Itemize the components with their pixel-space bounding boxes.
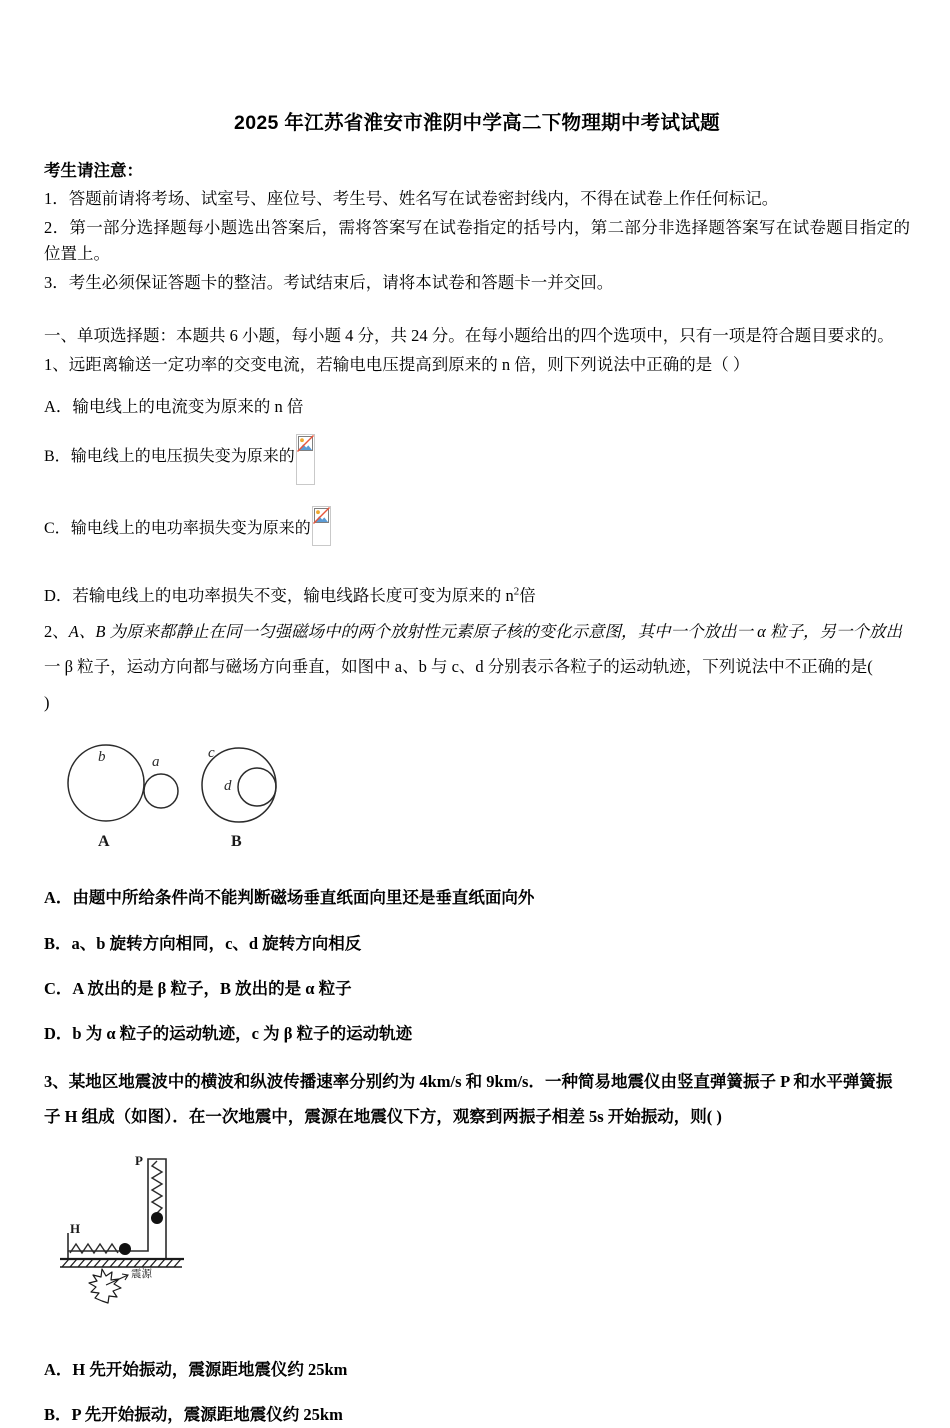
option-label: D． bbox=[44, 1024, 73, 1044]
circle-label-a: a bbox=[152, 754, 160, 771]
question-1-option-d[interactable] bbox=[44, 583, 910, 609]
notice-line-3: 3．考生必须保证答题卡的整洁。考试结束后，请将本试卷和答题卡一并交回。 bbox=[44, 273, 614, 293]
question-3-stem-line-2: 子 H 组成（如图）．在一次地震中，震源在地震仪下方，观察到两振子相差 5s 开始振动，则( ) bbox=[44, 1107, 722, 1127]
seismic-source-icon bbox=[89, 1269, 128, 1303]
option-text: 输电线上的电流变为原来的 n 倍 bbox=[72, 396, 304, 416]
question-3-number: 3、 bbox=[44, 1071, 69, 1091]
question-2-option-a[interactable] bbox=[44, 885, 910, 911]
option-label: C． bbox=[44, 978, 73, 998]
question-2-stem-line-2: 一 β 粒子，运动方向都与磁场方向垂直，如图中 a、b 与 c、d 分别表示各粒子的运动轨迹，下列说法中不正确的是( bbox=[44, 657, 873, 677]
option-text: P 先开始振动，震源距地震仪约 25km bbox=[71, 1405, 343, 1425]
question-3-stem-line-1: 某地区地震波中的横波和纵波传播速率分别约为 4km/s 和 9km/s．一种简易地震仪由竖直弹簧振子 P 和水平弹簧振 bbox=[68, 1071, 893, 1091]
page-title: 2025 年江苏省淮安市淮阴中学高二下物理期中考试试题 bbox=[234, 112, 720, 134]
question-1-option-b[interactable] bbox=[44, 434, 910, 492]
option-text-suffix: 倍 bbox=[519, 586, 536, 606]
question-2-stem-line-2-row bbox=[44, 649, 910, 684]
question-3-stem bbox=[44, 1064, 910, 1099]
question-2-number: 2、 bbox=[44, 621, 69, 641]
question-2-stem-line-3-row bbox=[44, 685, 910, 720]
question-2-stem-line-1: A、B 为原来都静止在同一匀强磁场中的两个放射性元素原子核的变化示意图，其中一个放出一 α 粒子，另一个放出 bbox=[68, 621, 902, 641]
oscillator-label-H: H bbox=[70, 1220, 81, 1236]
option-label: D． bbox=[44, 586, 73, 606]
broken-image-icon bbox=[296, 434, 315, 485]
group-label-B: B bbox=[231, 833, 242, 851]
circle-label-b: b bbox=[98, 749, 106, 766]
circle-label-d: d bbox=[224, 778, 232, 795]
notice-line-2: 2．第一部分选择题每小题选出答案后，需将答案写在试卷指定的括号内，第二部分非选择题答案写在试卷题目指定的位置上。 bbox=[44, 217, 910, 264]
option-label: C． bbox=[44, 520, 71, 538]
option-text: A 放出的是 β 粒子，B 放出的是 α 粒子 bbox=[72, 978, 352, 998]
notice-heading: 考生请注意： bbox=[44, 161, 143, 181]
option-label: B． bbox=[44, 1405, 72, 1425]
notice-line-1: 1．答题前请将考场、试室号、座位号、考生号、姓名写在试卷密封线内，不得在试卷上作任何标记。 bbox=[44, 188, 779, 208]
question-1-stem bbox=[44, 352, 910, 379]
question-1-option-c[interactable] bbox=[44, 506, 910, 564]
oscillator-label-P: P bbox=[135, 1152, 143, 1168]
option-text: 由题中所给条件尚不能判断磁场垂直纸面向里还是垂直纸面向外 bbox=[72, 888, 535, 908]
option-label: B． bbox=[44, 448, 71, 466]
question-3-stem-line-2-row bbox=[44, 1099, 910, 1134]
broken-image-icon bbox=[312, 506, 331, 546]
option-text: a、b 旋转方向相同，c、d 旋转方向相反 bbox=[71, 933, 362, 953]
option-label: A． bbox=[44, 1359, 73, 1379]
question-1-stem-text: 远距离输送一定功率的交变电流，若输电电压提高到原来的 n 倍，则下列说法中正确的是（ ） bbox=[68, 355, 750, 375]
question-2-option-d[interactable] bbox=[44, 1021, 910, 1047]
option-exponent: 2 bbox=[513, 585, 520, 598]
option-text: 输电线上的电功率损失变为原来的 bbox=[70, 520, 311, 538]
question-2-stem bbox=[44, 614, 910, 649]
option-text: H 先开始振动，震源距地震仪约 25km bbox=[72, 1359, 348, 1379]
page-content bbox=[44, 0, 910, 1428]
alpha-beta-track-diagram bbox=[56, 736, 910, 859]
question-1-option-a[interactable] bbox=[44, 394, 910, 420]
option-text: 输电线上的电压损失变为原来的 bbox=[70, 448, 295, 466]
section-heading-single-choice: 一、单项选择题：本题共 6 小题，每小题 4 分，共 24 分。在每小题给出的四个选项中，只有一项是符合题目要求的。 bbox=[44, 325, 894, 345]
simple-seismograph-diagram bbox=[56, 1152, 910, 1335]
question-3-option-b[interactable] bbox=[44, 1402, 910, 1428]
question-2-option-b[interactable] bbox=[44, 931, 910, 957]
option-label: A． bbox=[44, 396, 73, 416]
question-3-option-a[interactable] bbox=[44, 1357, 910, 1383]
option-text: b 为 α 粒子的运动轨迹，c 为 β 粒子的运动轨迹 bbox=[72, 1024, 413, 1044]
group-label-A: A bbox=[98, 833, 110, 851]
option-label: A． bbox=[44, 888, 73, 908]
option-text: 若输电线上的电功率损失不变，输电线路长度可变为原来的 n bbox=[72, 586, 514, 606]
question-1-number: 1、 bbox=[44, 355, 69, 375]
seismic-source-label: 震源 bbox=[131, 1267, 152, 1280]
question-2-stem-line-3: ) bbox=[44, 692, 50, 712]
circle-label-c: c bbox=[208, 745, 215, 762]
option-label: B． bbox=[44, 933, 72, 953]
question-2-option-c[interactable] bbox=[44, 976, 910, 1002]
